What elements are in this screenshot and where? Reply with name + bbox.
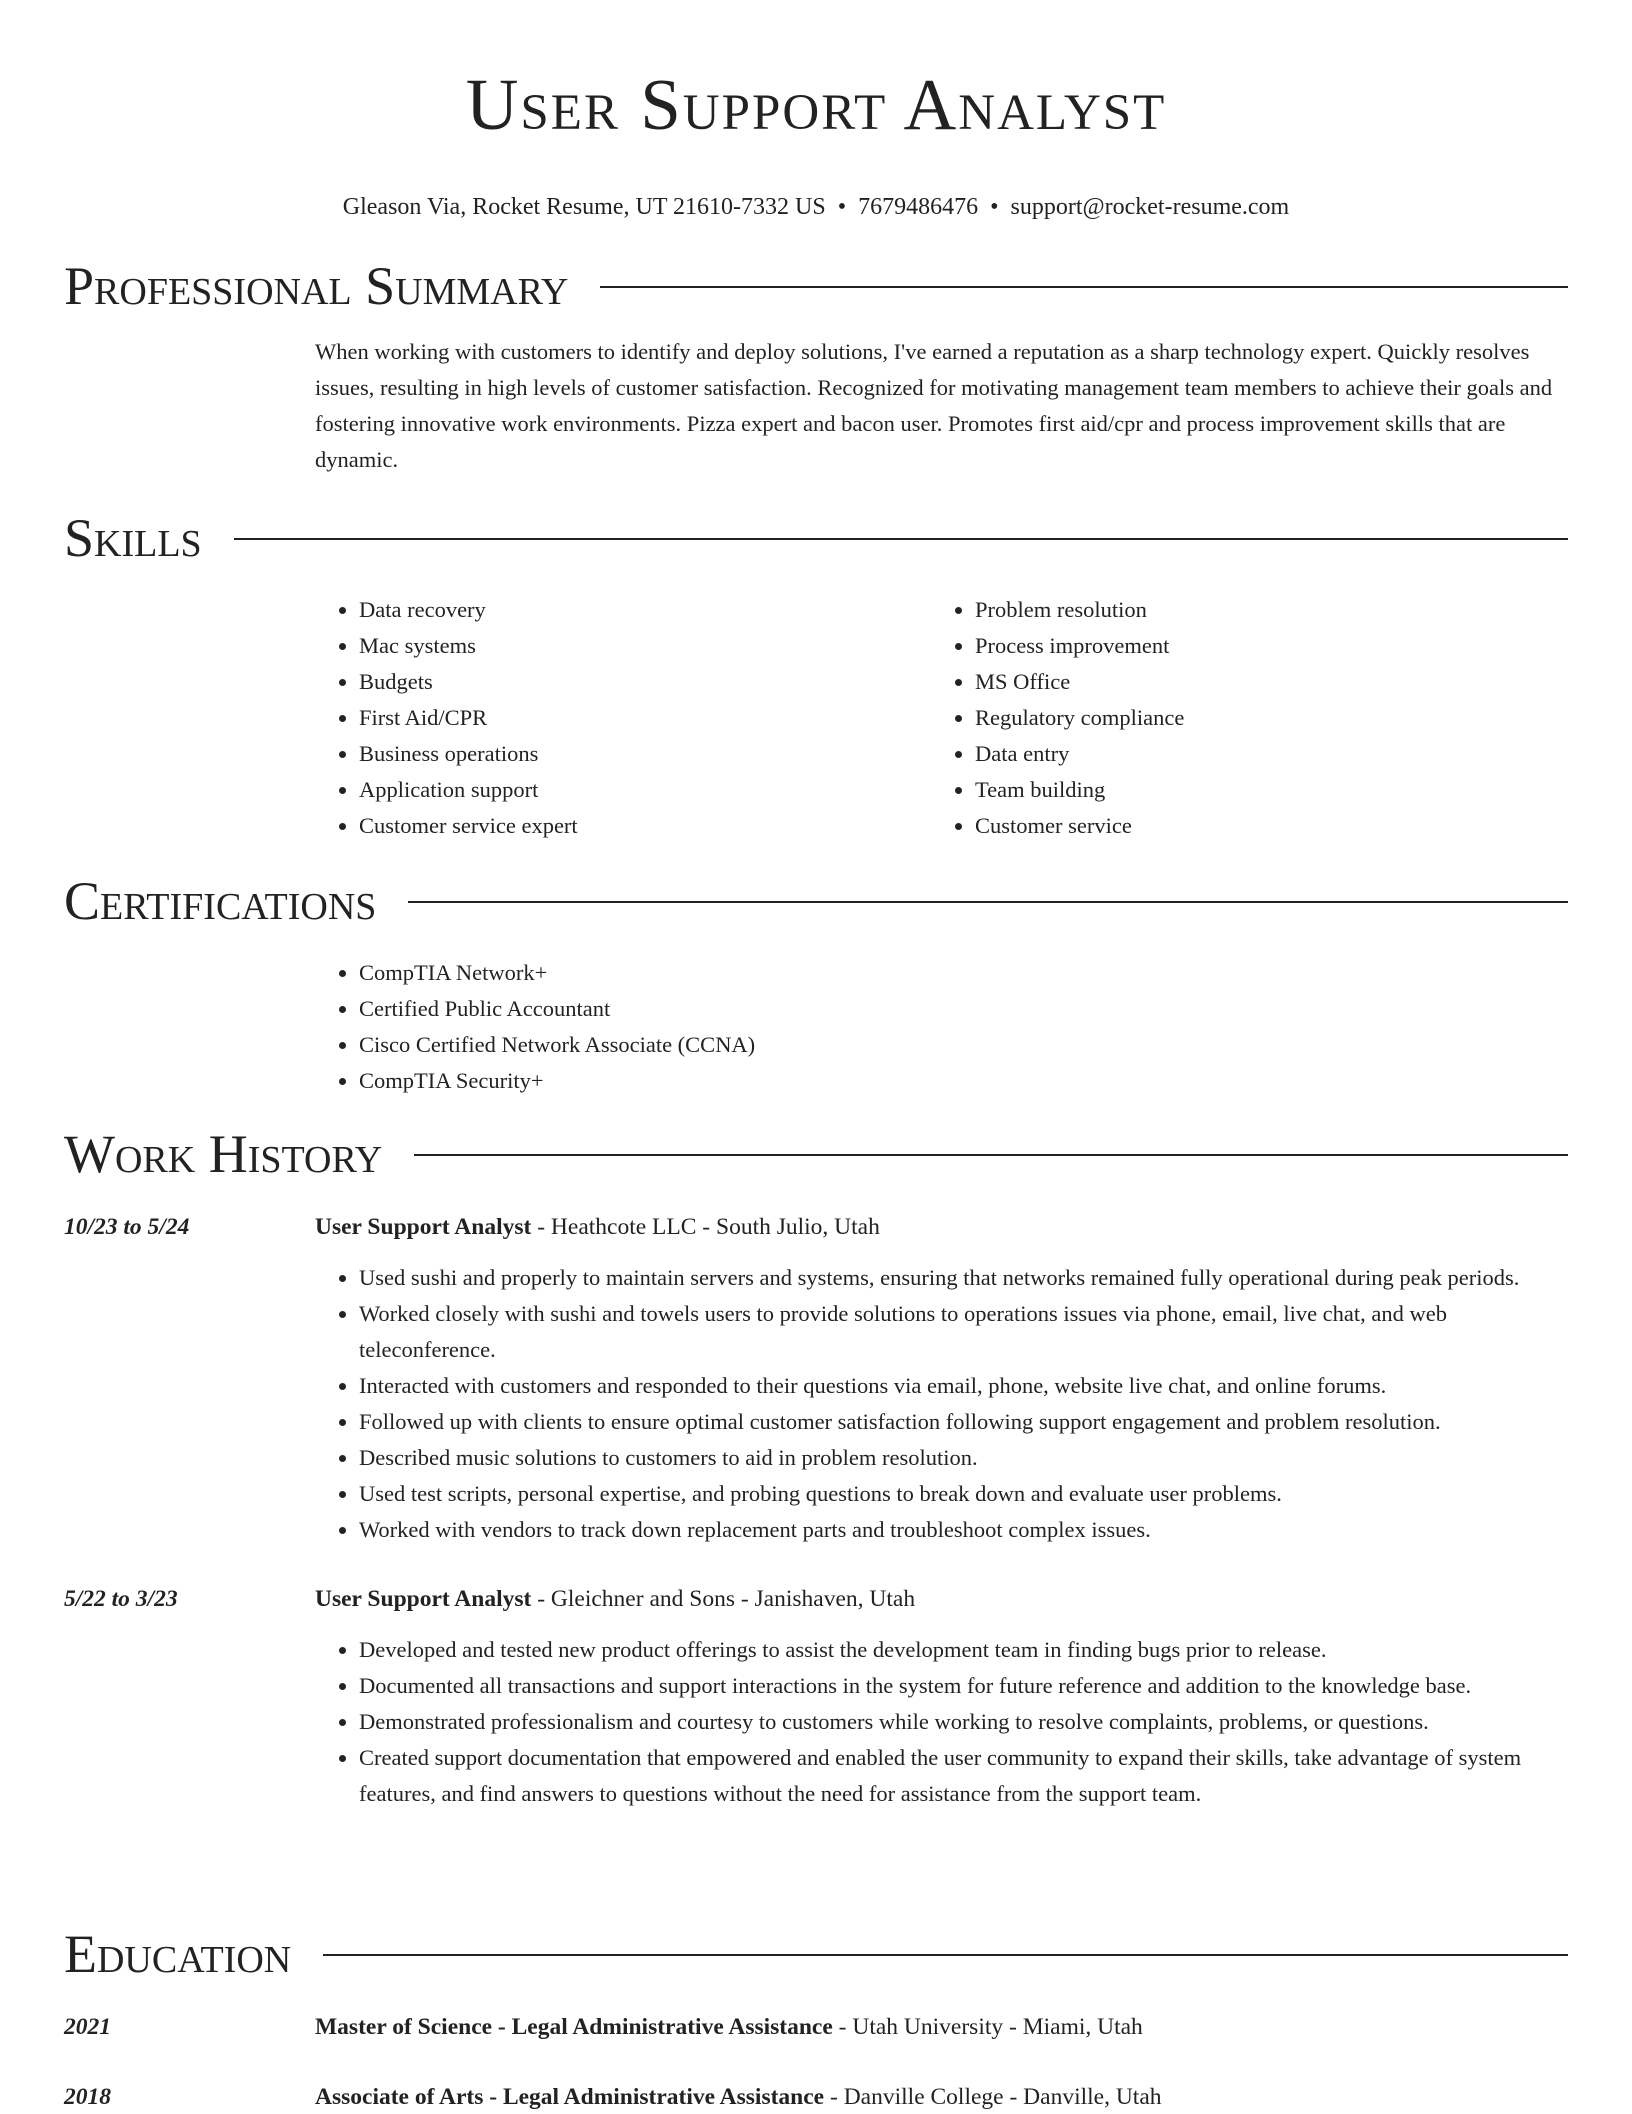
work-history-section xyxy=(64,1124,1568,1812)
job-bullet: • Demonstrated professionalism and courtesy to customers while working to resolve complaints, problems, or questions. xyxy=(359,1704,1568,1740)
education-entry xyxy=(64,2080,1568,2114)
job-header xyxy=(64,1582,1568,1616)
job-bullet: • Described music solutions to customers to aid in problem resolution. xyxy=(359,1440,1568,1476)
section-header xyxy=(64,256,1568,316)
education-degree: Master of Science - Legal Administrative Assistance xyxy=(315,2014,833,2040)
job-bullet-list xyxy=(315,1260,1568,1548)
certifications-section xyxy=(64,871,1568,1099)
education-row xyxy=(64,2010,1568,2044)
summary-section xyxy=(64,256,1568,478)
skill-item: • Business operations xyxy=(359,736,931,772)
certification-item: • CompTIA Network+ xyxy=(359,955,1568,991)
contact-separator: • xyxy=(990,194,999,220)
job-title: User Support Analyst xyxy=(315,1214,532,1240)
job-title: User Support Analyst xyxy=(315,1586,532,1612)
section-header xyxy=(64,1924,1568,1984)
section-rule xyxy=(408,901,1568,903)
certifications-list xyxy=(315,955,1568,1099)
section-rule xyxy=(414,1154,1568,1156)
contact-address: Gleason Via, Rocket Resume, UT 21610-7332 US xyxy=(342,194,826,220)
skills-columns xyxy=(315,592,1568,844)
job-bullet: • Documented all transactions and support interactions in the system for future reference and addition to the knowledge base. xyxy=(359,1668,1568,1704)
job-bullet: • Followed up with clients to ensure optimal customer satisfaction following support engagement and problem resolution. xyxy=(359,1404,1568,1440)
job-bullet: • Interacted with customers and responded to their questions via email, phone, website live chat, and online forums. xyxy=(359,1368,1568,1404)
job-bullets xyxy=(315,1260,1568,1548)
education-degree: Associate of Arts - Legal Administrative Assistance xyxy=(315,2084,825,2110)
skills-column-right xyxy=(931,592,1547,844)
education-row xyxy=(64,2080,1568,2114)
skill-item: • Budgets xyxy=(359,664,931,700)
skill-item: • Mac systems xyxy=(359,628,931,664)
education-school: - Danville College - Danville, Utah xyxy=(824,2084,1162,2110)
skill-item: • Data recovery xyxy=(359,592,931,628)
section-header xyxy=(64,508,1568,568)
education-section xyxy=(64,1924,1568,2114)
job-bullet: • Used test scripts, personal expertise, and probing questions to break down and evaluate user problems. xyxy=(359,1476,1568,1512)
job-employer: - Gleichner and Sons - Janishaven, Utah xyxy=(531,1586,916,1612)
section-header xyxy=(64,871,1568,931)
job-bullet: • Used sushi and properly to maintain servers and systems, ensuring that networks remained fully operational during peak periods. xyxy=(359,1260,1568,1296)
resume-page xyxy=(64,0,1568,2110)
resume-name: User Support Analyst xyxy=(465,64,1167,145)
job-entry xyxy=(64,1582,1568,1812)
contact-phone: 7679486476 xyxy=(858,194,979,220)
job-header xyxy=(64,1210,1568,1244)
summary-text: When working with customers to identify and deploy solutions, I've earned a reputation as a sharp technology expert. Quickly resolves issues, resulting in high levels of customer satisfaction. Recognized for motivating management team members to achieve their goals and fostering innovative work environments. Pizza expert and bacon user. Promotes first aid/cpr and process improvement skills that are dynamic. xyxy=(315,339,1553,472)
job-date: 10/23 to 5/24 xyxy=(64,1214,190,1240)
section-title: Skills xyxy=(64,508,202,568)
skill-item: • Customer service xyxy=(975,808,1547,844)
skill-item: • Problem resolution xyxy=(975,592,1547,628)
contact-email[interactable]: support@rocket-resume.com xyxy=(1010,194,1290,220)
section-title: Certifications xyxy=(64,871,377,931)
section-rule xyxy=(323,1954,1568,1956)
certification-item: • CompTIA Security+ xyxy=(359,1063,1568,1099)
job-date: 5/22 to 3/23 xyxy=(64,1586,178,1612)
skill-item: • Data entry xyxy=(975,736,1547,772)
job-title-line xyxy=(315,1582,915,1616)
section-rule xyxy=(234,538,1568,540)
job-bullet: • Worked with vendors to track down replacement parts and troubleshoot complex issues. xyxy=(359,1512,1568,1548)
job-bullet-list xyxy=(315,1632,1568,1812)
skill-item: • Process improvement xyxy=(975,628,1547,664)
education-line xyxy=(315,2010,1143,2044)
skills-column-left xyxy=(315,592,931,844)
section-header xyxy=(64,1124,1568,1184)
job-bullet: • Worked closely with sushi and towels users to provide solutions to operations issues via phone, email, live chat, and web teleconference. xyxy=(359,1296,1568,1368)
job-bullet: • Developed and tested new product offerings to assist the development team in finding bugs prior to release. xyxy=(359,1632,1568,1668)
skill-item: • Team building xyxy=(975,772,1547,808)
job-title-line xyxy=(315,1210,880,1244)
certification-item: • Cisco Certified Network Associate (CCNA) xyxy=(359,1027,1568,1063)
education-line xyxy=(315,2080,1162,2114)
job-bullets xyxy=(315,1632,1568,1812)
education-school: - Utah University - Miami, Utah xyxy=(832,2014,1143,2040)
skill-item: • Customer service expert xyxy=(359,808,931,844)
education-entry xyxy=(64,2010,1568,2044)
skills-list-right xyxy=(931,592,1547,844)
education-date: 2018 xyxy=(64,2084,111,2110)
skills-section xyxy=(64,508,1568,844)
job-employer: - Heathcote LLC - South Julio, Utah xyxy=(531,1214,880,1240)
section-rule xyxy=(600,286,1568,288)
job-entry xyxy=(64,1210,1568,1548)
job-bullet: • Created support documentation that empowered and enabled the user community to expand their skills, take advantage of system features, and find answers to questions without the need for assistance from the support team. xyxy=(359,1740,1568,1812)
section-title: Education xyxy=(64,1924,292,1984)
section-title: Professional Summary xyxy=(64,256,569,316)
certifications-body xyxy=(315,955,1568,1099)
contact-separator: • xyxy=(837,194,847,220)
skill-item: • First Aid/CPR xyxy=(359,700,931,736)
skill-item: • Regulatory compliance xyxy=(975,700,1547,736)
certification-item: • Certified Public Accountant xyxy=(359,991,1568,1027)
skill-item: • MS Office xyxy=(975,664,1547,700)
skill-item: • Application support xyxy=(359,772,931,808)
skills-list-left xyxy=(315,592,931,844)
section-title: Work History xyxy=(64,1124,383,1184)
contact-line xyxy=(64,192,1568,222)
education-date: 2021 xyxy=(64,2014,111,2040)
